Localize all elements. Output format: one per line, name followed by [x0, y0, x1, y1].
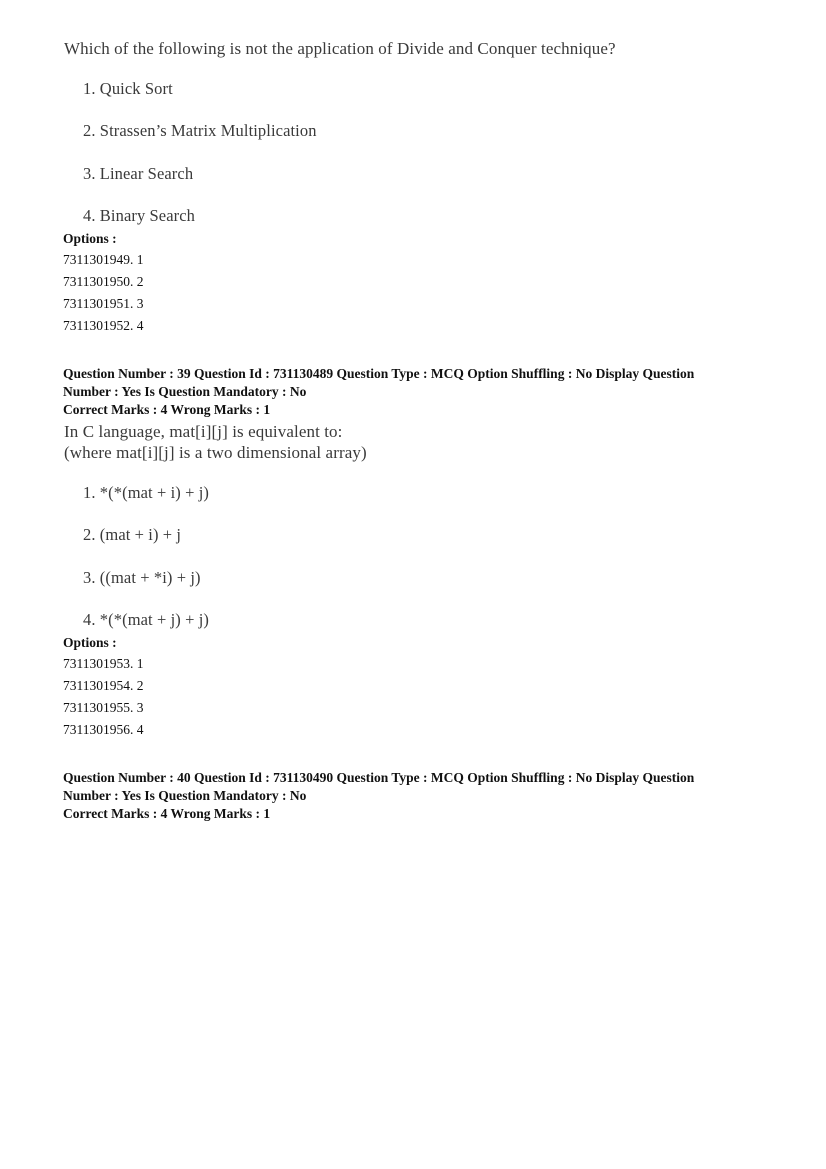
- q38-options-label: Options :: [63, 231, 117, 246]
- q40-meta: [63, 769, 763, 805]
- q38-choice-4: 4. Binary Search: [83, 206, 196, 225]
- q40-meta-line2: Number : Yes Is Question Mandatory : No: [63, 788, 307, 803]
- q38-option-2: 7311301950. 2: [63, 274, 144, 289]
- q40-marks: Correct Marks : 4 Wrong Marks : 1: [63, 806, 271, 821]
- q38-choice-1: 1. Quick Sort: [83, 79, 173, 98]
- q39-option-4: 7311301956. 4: [63, 722, 144, 737]
- q40-meta-line1: Question Number : 40 Question Id : 731130490 Question Type : MCQ Option Shuffling : No Display Question: [63, 770, 695, 785]
- q38-option-4: 7311301952. 4: [63, 318, 144, 333]
- q38-question-text: Which of the following is not the application of Divide and Conquer technique?: [64, 39, 616, 58]
- q39-options-label: Options :: [63, 635, 117, 650]
- q38-choice-3: 3. Linear Search: [83, 164, 194, 183]
- q39-meta-line2: Number : Yes Is Question Mandatory : No: [63, 384, 307, 399]
- q39-option-1: 7311301953. 1: [63, 656, 144, 671]
- q39-marks: Correct Marks : 4 Wrong Marks : 1: [63, 402, 271, 417]
- q38-option-3: 7311301951. 3: [63, 296, 144, 311]
- q39-option-3: 7311301955. 3: [63, 700, 144, 715]
- q38-choice-2: 2. Strassen’s Matrix Multiplication: [83, 121, 317, 140]
- q39-option-2: 7311301954. 2: [63, 678, 144, 693]
- q39-question-line1: In C language, mat[i][j] is equivalent to:: [64, 422, 343, 441]
- q39-question-line2: (where mat[i][j] is a two dimensional array): [64, 443, 367, 462]
- q39-meta: [63, 365, 763, 401]
- q39-choice-1: 1. *(*(mat + i) + j): [83, 483, 209, 502]
- q39-choice-3: 3. ((mat + *i) + j): [83, 568, 201, 587]
- q39-meta-line1: Question Number : 39 Question Id : 731130489 Question Type : MCQ Option Shuffling : No Display Question: [63, 366, 695, 381]
- q38-option-1: 7311301949. 1: [63, 252, 144, 267]
- q39-choice-2: 2. (mat + i) + j: [83, 525, 182, 544]
- q39-choice-4: 4. *(*(mat + j) + j): [83, 610, 209, 629]
